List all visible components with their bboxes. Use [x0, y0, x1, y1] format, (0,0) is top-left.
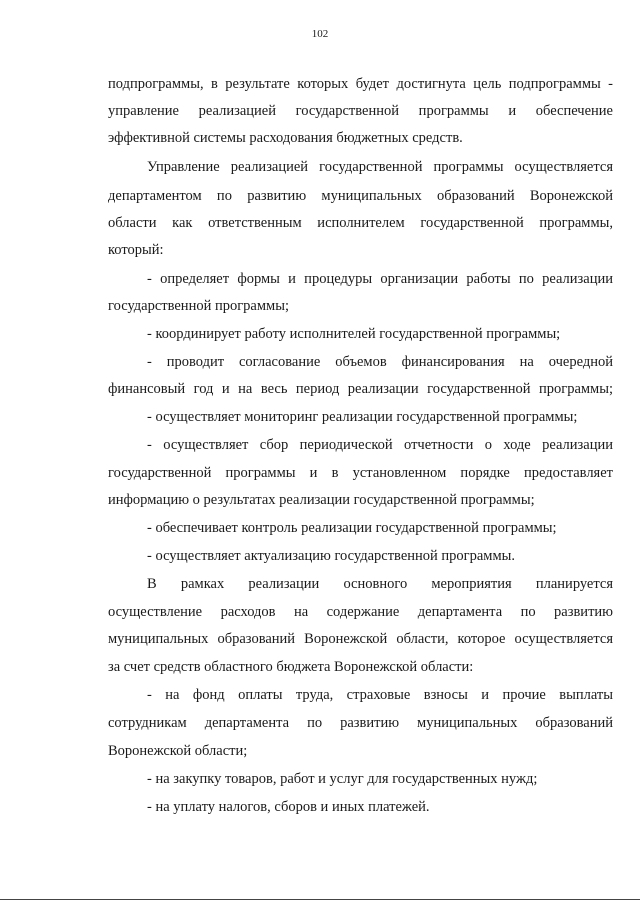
text-line: - на уплату налогов, сборов и иных платежей.: [147, 799, 430, 815]
text-line: В рамках реализации основного мероприятия планируется: [147, 576, 613, 592]
text-line: эффективной системы расходования бюджетных средств.: [108, 130, 463, 146]
text-line: - проводит согласование объемов финансирования на очередной: [147, 354, 613, 370]
text-line: - осуществляет актуализацию государственной программы.: [147, 548, 516, 564]
text-line: - на закупку товаров, работ и услуг для государственных нужд;: [147, 771, 538, 787]
text-line: - обеспечивает контроль реализации государственной программы;: [147, 520, 557, 536]
text-line: области как ответственным исполнителем государственной программы,: [108, 215, 613, 231]
text-line: финансовый год и на весь период реализации государственной программы;: [108, 381, 613, 397]
page-number: 102: [311, 28, 329, 40]
text-line: государственной программы;: [108, 298, 289, 314]
text-line: государственной программы и в установленном порядке предоставляет: [108, 465, 613, 481]
text-line: подпрограммы, в результате которых будет достигнута цель подпрограммы -: [108, 76, 613, 92]
text-line: - на фонд оплаты труда, страховые взносы и прочие выплаты: [147, 687, 613, 703]
text-line: управление реализацией государственной программы и обеспечение: [108, 103, 613, 119]
text-line: информацию о результатах реализации государственной программы;: [108, 492, 535, 508]
text-line: - осуществляет мониторинг реализации государственной программы;: [147, 409, 578, 425]
text-line: Воронежской области;: [108, 743, 248, 759]
text-line: который:: [108, 242, 164, 258]
text-line: за счет средств областного бюджета Воронежской области:: [108, 659, 474, 675]
text-line: - координирует работу исполнителей государственной программы;: [147, 326, 561, 342]
scan-edge-line: [0, 899, 640, 900]
text-line: муниципальных образований Воронежской области, которое осуществляется: [108, 631, 613, 647]
text-line: - осуществляет сбор периодической отчетности о ходе реализации: [147, 437, 613, 453]
text-line: Управление реализацией государственной программы осуществляется: [147, 159, 613, 175]
text-line: - определяет формы и процедуры организации работы по реализации: [147, 271, 613, 287]
text-line: департаментом по развитию муниципальных образований Воронежской: [108, 188, 613, 204]
text-line: осуществление расходов на содержание департамента по развитию: [108, 604, 613, 620]
text-line: сотрудникам департамента по развитию муниципальных образований: [108, 715, 613, 731]
